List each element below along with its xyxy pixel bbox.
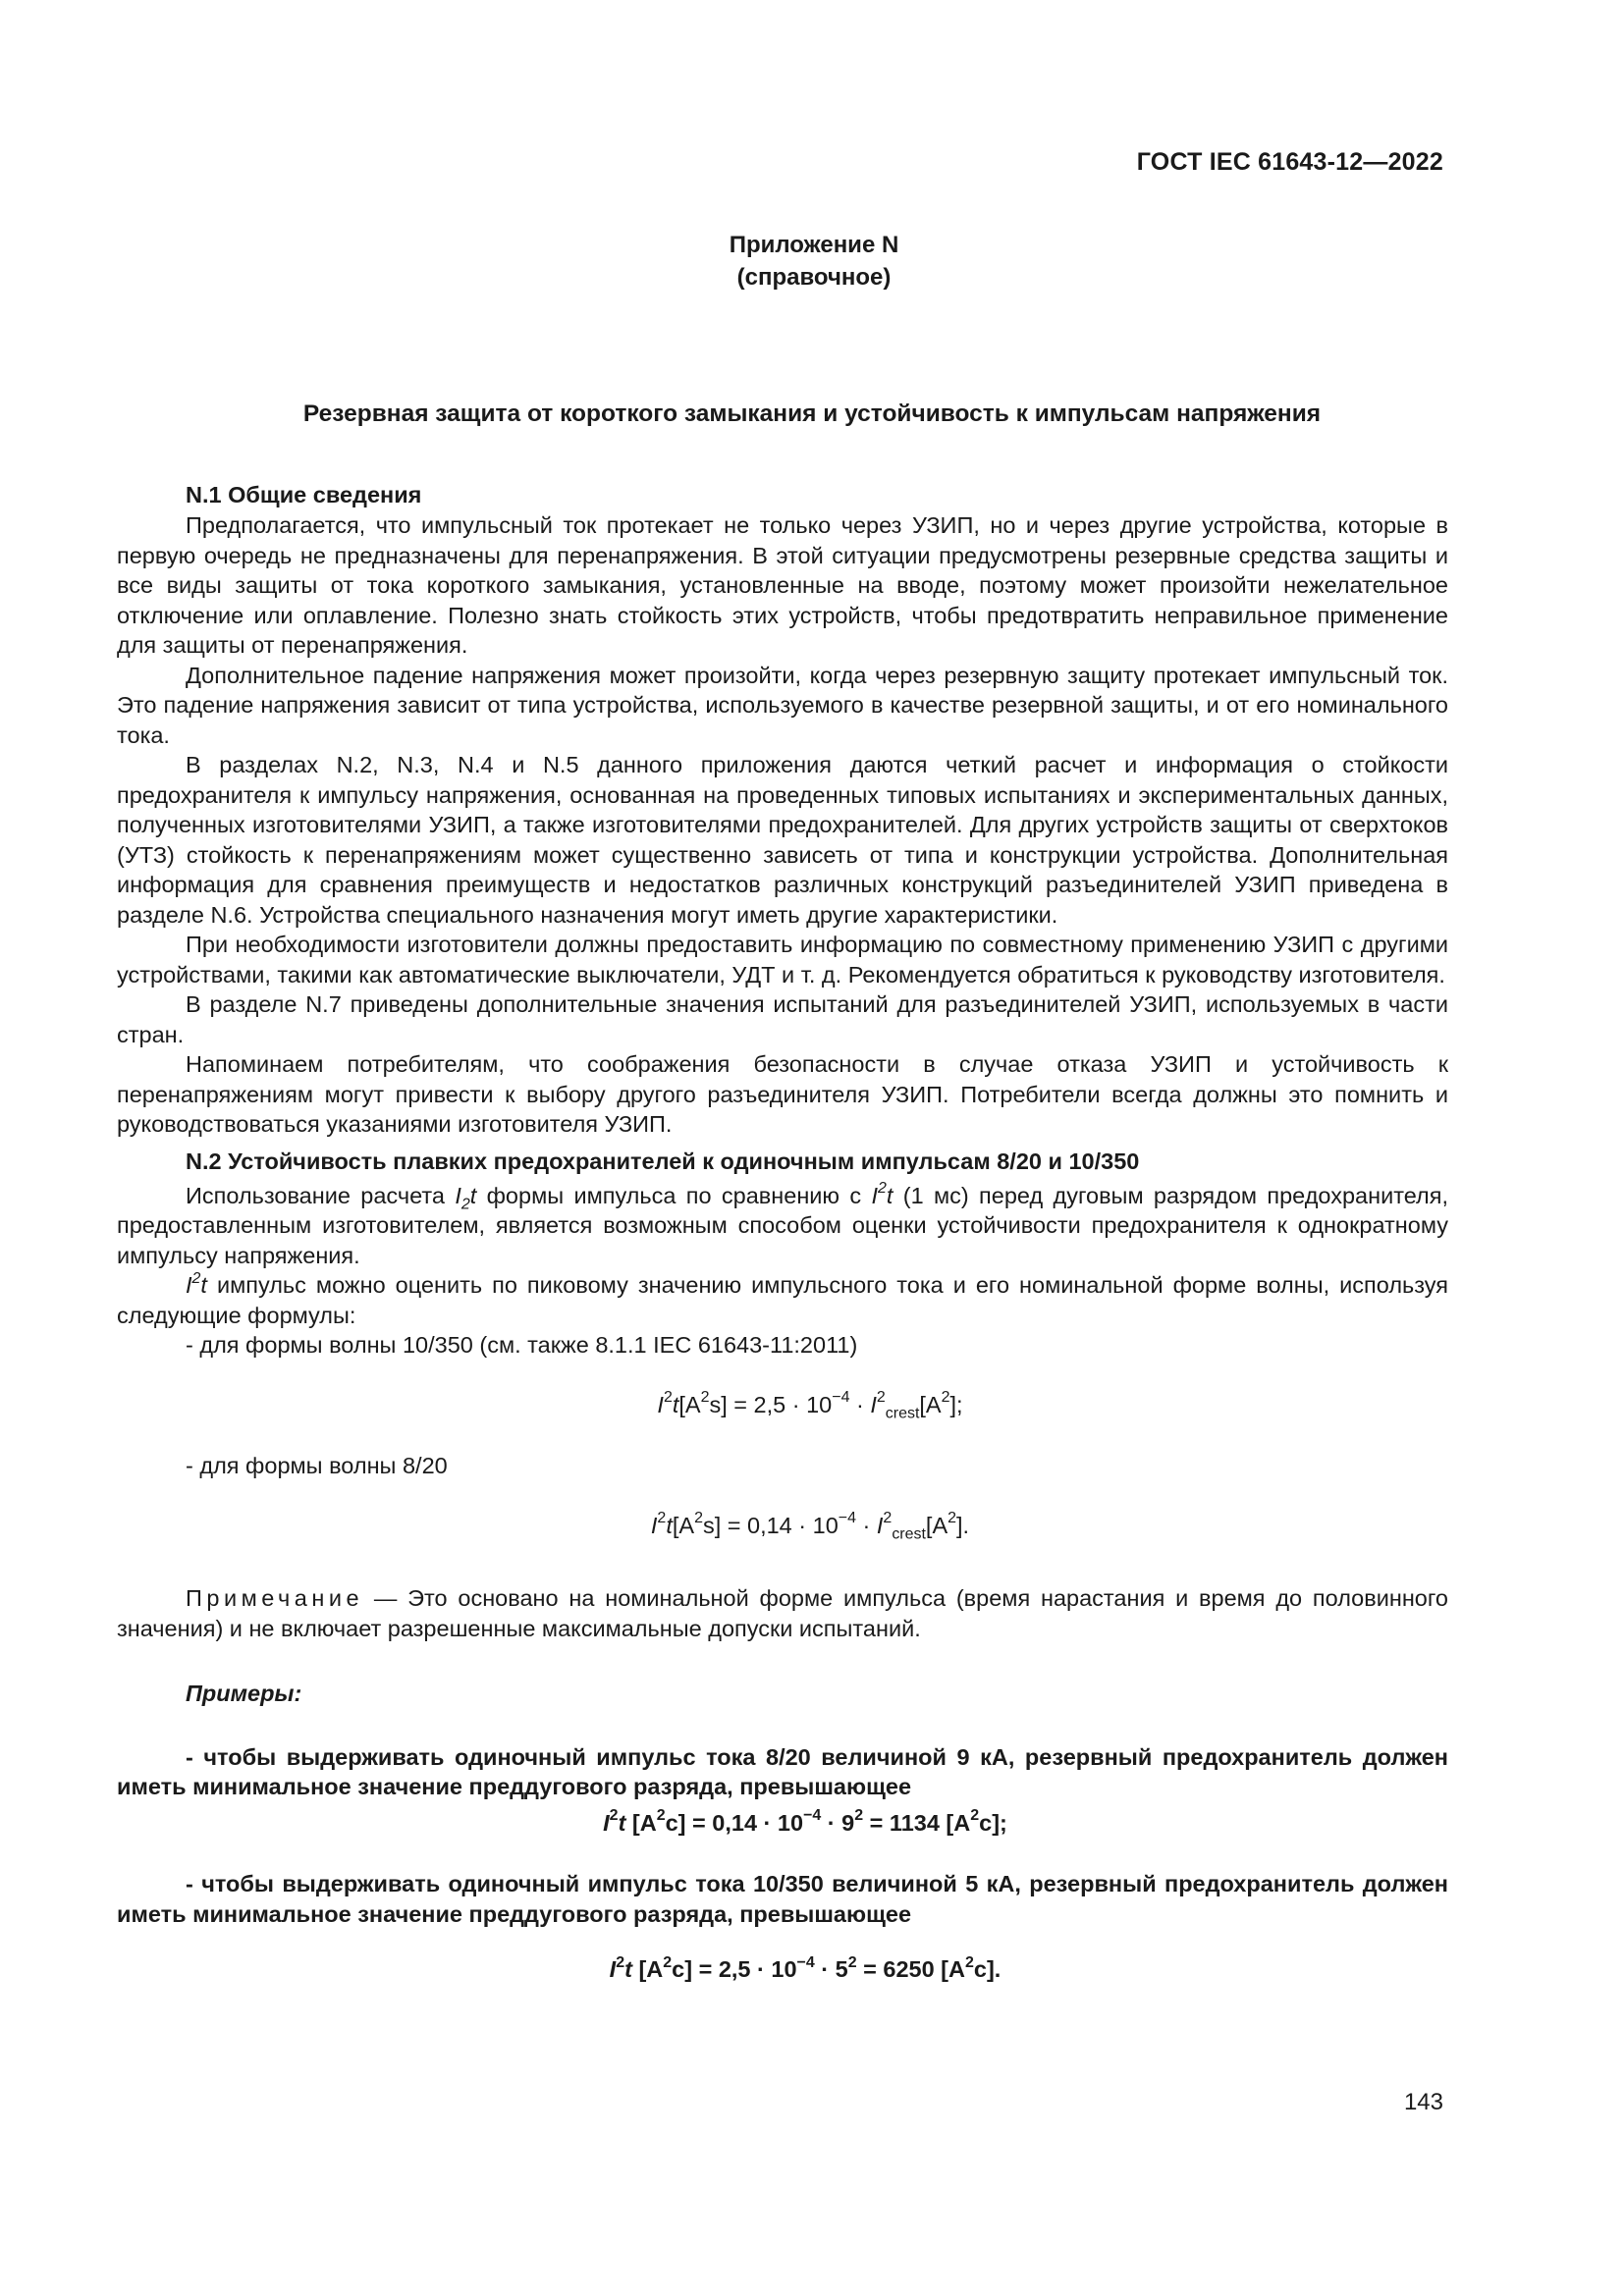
symbol-t: t bbox=[672, 1391, 679, 1417]
paragraph: В разделах N.2, N.3, N.4 и N.5 данного приложения даются четкий расчет и информация о стойкости предохранителя к импульсу напряжения, основанная на проведенных типовых испытаниях и экспериментальных данных, полученных изготовителями УЗИП, а также изготовителями предохранителей. Для других устройств защиты от сверхтоков (УТЗ) стойкость к перенапряжениям может существенно зависеть от типа и конструкции устройства. Дополнительная информация для сравнения преимуществ и недостатков различных конструкций разъединителей УЗИП приведена в разделе N.6. Устройства специального назначения могут иметь другие характеристики. bbox=[117, 752, 1448, 928]
text-run: s] = 0,14 · 10 bbox=[702, 1512, 839, 1538]
text-run: = 6250 [A bbox=[856, 1956, 965, 1982]
text-run: с] = 2,5 · 10 bbox=[672, 1956, 797, 1982]
text-run: формы импульса по сравнению с bbox=[476, 1182, 872, 1208]
text-run: [A bbox=[919, 1391, 942, 1417]
symbol-i: I bbox=[455, 1182, 461, 1208]
page-number: 143 bbox=[1403, 2089, 1443, 2115]
superscript: −4 bbox=[838, 1510, 856, 1527]
section-heading-n1: N.1 Общие сведения bbox=[186, 482, 422, 507]
note-label: Примечание bbox=[186, 1585, 364, 1611]
text-run: · bbox=[856, 1512, 877, 1538]
text-run: [A bbox=[678, 1391, 701, 1417]
superscript: 2 bbox=[663, 1953, 673, 1971]
text-run: [A bbox=[631, 1956, 664, 1982]
document-body bbox=[117, 479, 1448, 1985]
superscript: 2 bbox=[609, 1807, 619, 1825]
superscript: 2 bbox=[970, 1807, 980, 1825]
text-run: = 1134 [A bbox=[863, 1809, 971, 1836]
example-2: - чтобы выдерживать одиночный импульс тока 10/350 величиной 5 кА, резервный предохранитель должен иметь минимальное значение преддугового разряда, превышающее bbox=[117, 1871, 1448, 1927]
text-run: · 9 bbox=[821, 1809, 855, 1836]
text-run: [A bbox=[925, 1512, 948, 1538]
symbol-t: t bbox=[886, 1182, 893, 1208]
superscript: 2 bbox=[694, 1510, 703, 1527]
superscript: 2 bbox=[941, 1389, 950, 1407]
symbol-i: I bbox=[876, 1512, 884, 1538]
symbol-i: I bbox=[871, 1182, 878, 1208]
dash-item: - для формы волны 10/350 (см. также 8.1.1 IEC 61643-11:2011) bbox=[186, 1332, 858, 1358]
formula-8-20 bbox=[117, 1511, 1448, 1541]
note-text: — Это основано на номинальной форме импульса (время нарастания и время до половинного значения) и не включает разрешенные максимальные допуски испытаний. bbox=[117, 1585, 1448, 1641]
superscript: −4 bbox=[803, 1807, 822, 1825]
text-run: [A bbox=[672, 1512, 695, 1538]
example-2-formula bbox=[117, 1954, 1448, 1985]
superscript: −4 bbox=[796, 1953, 815, 1971]
superscript: 2 bbox=[700, 1389, 710, 1407]
text-run: Использование расчета bbox=[186, 1182, 456, 1208]
text-run: [A bbox=[625, 1809, 657, 1836]
appendix-heading bbox=[0, 229, 1624, 294]
symbol-t: t bbox=[618, 1809, 626, 1836]
superscript: 2 bbox=[657, 1510, 667, 1527]
text-run: c]. bbox=[973, 1956, 1001, 1982]
appendix-title: Резервная защита от короткого замыкания и устойчивость к импульсам напряжения bbox=[302, 400, 1322, 427]
text-run: ]. bbox=[956, 1512, 970, 1538]
symbol-t: t bbox=[666, 1512, 673, 1538]
example-1: - чтобы выдерживать одиночный импульс тока 8/20 величиной 9 кА, резервный предохранитель должен иметь минимальное значение преддугового разряда, превышающее bbox=[117, 1743, 1448, 1799]
symbol-i: I bbox=[609, 1956, 617, 1982]
paragraph: Напоминаем потребителям, что соображения безопасности в случае отказа УЗИП и устойчивость к перенапряжениям могут привести к выбору другого разъединителя УЗИП. Потребители всегда должны это помнить и руководствоваться указаниями изготовителя УЗИП. bbox=[117, 1051, 1448, 1137]
paragraph: Дополнительное падение напряжения может произойти, когда через резервную защиту протекает импульсный ток. Это падение напряжения зависит от типа устройства, используемого в качестве резервной защиты, и от его номинального тока. bbox=[117, 662, 1448, 748]
subscript: crest bbox=[885, 1405, 920, 1422]
symbol-i: I bbox=[657, 1391, 664, 1417]
text-run: (1 мс) перед дуговым разрядом предохранителя, предоставленным изготовителем, является возможным способом оценки устойчивости предохранителя к однократному импульсу напряжения. bbox=[117, 1182, 1448, 1268]
superscript: 2 bbox=[616, 1953, 625, 1971]
text-run: импульс можно оценить по пиковому значению импульсного тока и его номинальной форме волны, используя следующие формулы: bbox=[117, 1272, 1448, 1328]
paragraph: При необходимости изготовители должны предоставить информацию по совместному применению УЗИП с другими устройствами, такими как автоматические выключатели, УДТ и т. д. Рекомендуется обратиться к руководству изготовителя. bbox=[117, 932, 1448, 988]
superscript: 2 bbox=[663, 1389, 673, 1407]
symbol-t: t bbox=[624, 1956, 632, 1982]
superscript: 2 bbox=[964, 1953, 974, 1971]
note bbox=[117, 1583, 1448, 1643]
dash-item: - для формы волны 8/20 bbox=[186, 1453, 448, 1478]
text-run: ]; bbox=[949, 1391, 963, 1417]
text-run: · bbox=[849, 1391, 871, 1417]
symbol bbox=[871, 1180, 893, 1208]
text-run: c]; bbox=[979, 1809, 1007, 1836]
symbol-t: t bbox=[200, 1272, 207, 1298]
symbol-i: I bbox=[186, 1272, 192, 1298]
formula-10-350 bbox=[117, 1390, 1448, 1420]
superscript: 2 bbox=[656, 1807, 666, 1825]
superscript: 2 bbox=[847, 1953, 857, 1971]
paragraph: В разделе N.7 приведены дополнительные значения испытаний для разъединителей УЗИП, используемых в части стран. bbox=[117, 991, 1448, 1047]
appendix-type: (справочное) bbox=[736, 264, 892, 291]
examples-heading: Примеры: bbox=[186, 1681, 302, 1706]
superscript: 2 bbox=[876, 1389, 886, 1407]
symbol-i: I bbox=[650, 1512, 658, 1538]
text-run: · 5 bbox=[814, 1956, 848, 1982]
superscript: 2 bbox=[191, 1269, 201, 1287]
paragraph: Предполагается, что импульсный ток протекает не только через УЗИП, но и через другие устройства, которые в первую очередь не предназначены для перенапряжения. В этой ситуации предусмотрены резервные средства защиты и все виды защиты от тока короткого замыкания, установленные на вводе, поэтому может произойти нежелательное отключение или оплавление. Полезно знать стойкость этих устройств, чтобы предотвратить неправильное применение для защиты от перенапряжения. bbox=[117, 512, 1448, 658]
section-heading-n2: N.2 Устойчивость плавких предохранителей к одиночным импульсам 8/20 и 10/350 bbox=[186, 1148, 1140, 1174]
symbol bbox=[186, 1269, 207, 1298]
symbol bbox=[455, 1182, 477, 1213]
superscript: 2 bbox=[947, 1510, 957, 1527]
paragraph bbox=[117, 1181, 1448, 1271]
superscript: 2 bbox=[883, 1510, 893, 1527]
text-run: c] = 0,14 · 10 bbox=[665, 1809, 804, 1836]
symbol-i: I bbox=[603, 1809, 610, 1836]
superscript: 2 bbox=[878, 1180, 887, 1198]
paragraph bbox=[117, 1270, 1448, 1330]
superscript: −4 bbox=[832, 1389, 850, 1407]
example-1-formula bbox=[117, 1808, 1448, 1839]
appendix-label: Приложение N bbox=[729, 232, 899, 258]
subscript: crest bbox=[892, 1525, 926, 1543]
text-run: s] = 2,5 · 10 bbox=[709, 1391, 833, 1417]
symbol-i: I bbox=[870, 1391, 877, 1417]
standard-designation: ГОСТ IEC 61643-12—2022 bbox=[1136, 148, 1443, 176]
superscript: 2 bbox=[854, 1807, 864, 1825]
symbol-t: t bbox=[469, 1182, 477, 1208]
subscript: 2 bbox=[460, 1196, 470, 1213]
